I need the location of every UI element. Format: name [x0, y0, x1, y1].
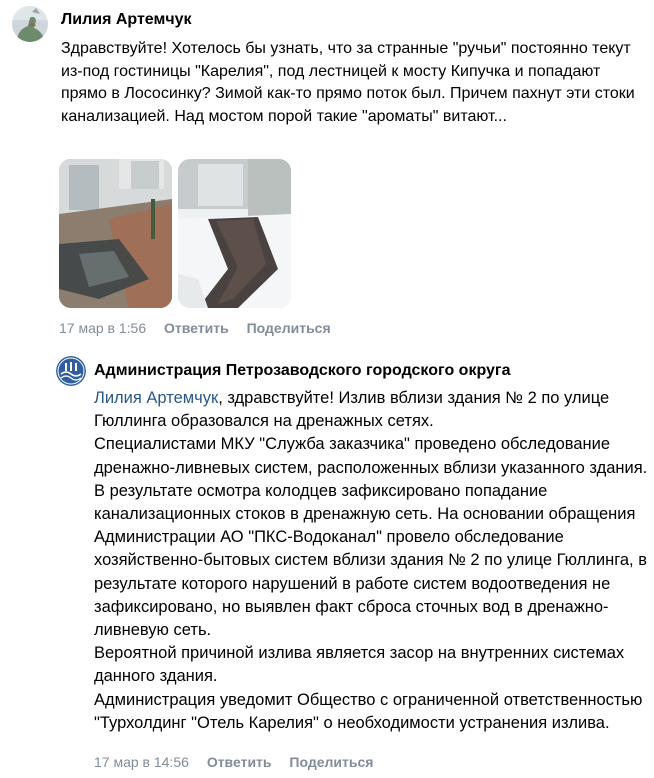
reply-text: , здравствуйте! Излив вблизи здания № 2 по улице Гюллинга образовался на дренажных сетях. — [94, 389, 610, 431]
comment-date[interactable]: 17 мар в 1:56 — [59, 320, 147, 336]
comment-author[interactable]: Администрация Петрозаводского городского округа — [94, 362, 511, 379]
comment-meta — [59, 320, 345, 336]
reply-paragraph-1 — [94, 387, 654, 433]
comment-photo-2[interactable] — [178, 159, 291, 308]
comment-date[interactable]: 17 мар в 14:56 — [94, 754, 189, 770]
reply-button[interactable]: Ответить — [206, 754, 272, 770]
reply-paragraph-2: Специалистами МКУ "Служба заказчика" проведено обследование дренажно-ливневых систем, расположенных вблизи указанного здания. В результате осмотра колодцев зафиксировано попадание канализационных стоков в дренажную сеть. На основании обращения Администрации АО "ПКС-Водоканал" провело обследование хозяйственно-бытовых систем вблизи здания № 2 по улице Гюллинга, в результате которого нарушений в работе систем водоотведения не зафиксировано, но выявлен факт сброса сточных вод в дренажно-ливневую сеть. — [94, 435, 648, 640]
reply-paragraph-4: Администрация уведомит Общество с ограниченной ответственностью "Турхолдинг "Отель Карелия" о необходимости устранения излива. — [94, 690, 643, 732]
comment-meta — [94, 754, 387, 770]
comment-author[interactable]: Лилия Артемчук — [61, 11, 192, 28]
avatar-administration[interactable] — [56, 356, 86, 386]
comment-photo-1[interactable] — [59, 159, 172, 308]
share-button[interactable]: Поделиться — [246, 320, 331, 336]
avatar-liliya[interactable] — [12, 6, 48, 42]
comment-text: Здравствуйте! Хотелось бы узнать, что за странные "ручьи" постоянно текут из-под гостиницы "Карелия", под лестницей к мосту Кипучка и попадают прямо в Лососинку? Зимой как-то прямо поток был. Причем пахнут эти стоки канализацией. Над мостом порой такие "ароматы" витают... — [61, 40, 635, 125]
mention-link[interactable]: Лилия Артемчук — [94, 389, 219, 407]
reply-button[interactable]: Ответить — [164, 320, 229, 336]
comment-text — [94, 387, 654, 735]
share-button[interactable]: Поделиться — [289, 754, 374, 770]
reply-paragraph-3: Вероятной причиной излива является засор на внутренних системах данного здания. — [94, 644, 625, 686]
